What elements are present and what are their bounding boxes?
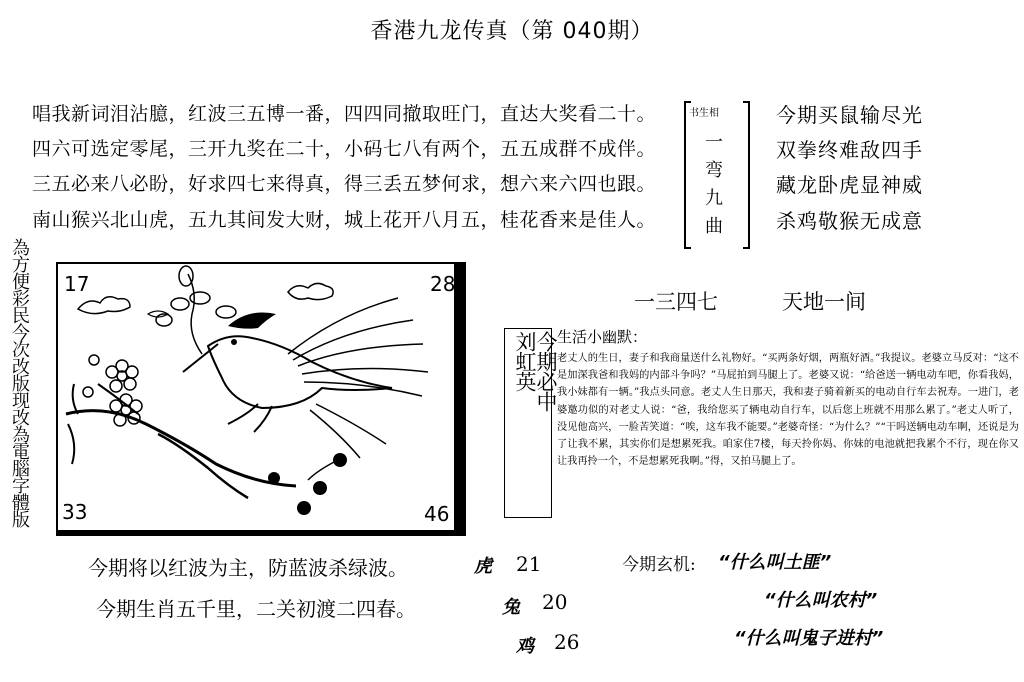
- side-box-char-2: 弯: [705, 160, 723, 181]
- must-win-box: [504, 328, 558, 518]
- right-line-3: 藏龙卧虎显神威: [776, 173, 923, 197]
- poem-line-4: 南山猴兴北山虎，五九其间发大财，城上花开八月五，桂花香来是佳人。: [32, 209, 657, 231]
- picture-number-bottom-left: 33: [62, 500, 88, 524]
- xuanji-phrase-2: “什么叫农村”: [764, 590, 878, 611]
- poem-line-1: 唱我新词泪沾臆，红波三五博一番，四四同撤取旺门，直达大奖看二十。: [32, 103, 657, 125]
- side-box-char-3: 九: [705, 188, 723, 209]
- bottom-line-1: 今期将以红波为主，防蓝波杀绿波。: [88, 556, 408, 580]
- side-box-char-1: 一: [705, 132, 723, 153]
- side-box: [683, 100, 751, 250]
- picture-number-top-right: 28: [430, 272, 456, 296]
- xuanji-label: 今期玄机:: [622, 555, 696, 575]
- left-vertical-notice: 為方便彩民今次改版现改為電腦字體版: [9, 238, 30, 527]
- poem-line-3: 三五必来八必盼，好求四七来得真，得三丢五梦何求，想六来六四也跟。: [32, 173, 657, 195]
- bottom-line-2: 今期生肖五千里，二关初渡二四春。: [96, 597, 416, 621]
- pick-animal-2: 兔: [502, 597, 520, 618]
- heading-phrase: 天地一间: [782, 290, 866, 314]
- pick-number-1: 21: [516, 552, 542, 576]
- story-text: 老丈人的生日，妻子和我商量送什么礼物好。“买两条好烟，两瓶好酒。”我提议。老婆立马反对：“这不是加深我爸和我妈的内部斗争吗？”马屁拍到马腿上了。老婆又说：“给爸送一辆电动车吧，你看我妈，我小妹都有一辆。”我点头同意。老丈人生日那天，我和妻子骑着新买的电动自行车去祝寿。一进门，老婆邀功似的对老丈人说：“爸，我给您买了辆电动自行车，以后您上班就不用那么累了。”老丈人听了，没见他高兴，一脸苦笑道：“唉，这车我不能要。”老婆奇怪：“为什么？”“干吗送辆电动车啊，还说是为了让我不累，其实你们是想累死我。咱家住7楼，每天拎你妈、你妹的电池就把我累个不行，现在你又让我再拎一个，不是想累死我啊。”得，又拍马腿上了。: [557, 353, 1019, 468]
- picture-frame: [56, 262, 466, 536]
- picture-number-top-left: 17: [64, 272, 90, 296]
- xuanji-phrase-3: “什么叫鬼子进村”: [734, 628, 884, 649]
- xuanji-phrase-1: “什么叫土匪”: [718, 552, 832, 573]
- right-line-4: 杀鸡敬猴无成意: [776, 209, 923, 233]
- must-win-line-2: 刘虹英: [513, 331, 537, 391]
- pick-number-3: 26: [554, 630, 580, 654]
- story-title: 生活小幽默：: [557, 328, 648, 346]
- bird-illustration: [58, 264, 454, 530]
- pick-animal-1: 虎: [474, 556, 492, 577]
- page-title: 香港九龙传真（第 040期）: [370, 19, 654, 44]
- side-box-small: 书生相: [689, 108, 719, 119]
- picture-number-bottom-right: 46: [424, 502, 450, 526]
- side-box-char-4: 曲: [705, 216, 723, 237]
- pick-number-2: 20: [542, 590, 568, 614]
- heading-numbers: 一三四七: [634, 290, 718, 314]
- pick-animal-3: 鸡: [516, 636, 534, 657]
- poem-line-2: 四六可选定零尾，三开九奖在二十，小码七八有两个，五五成群不成伴。: [32, 138, 657, 160]
- right-line-1: 今期买鼠输尽光: [776, 103, 923, 127]
- must-win-line-1: 今期必中: [534, 331, 558, 411]
- must-win-text: [514, 331, 556, 411]
- right-line-2: 双拳终难敌四手: [776, 138, 923, 162]
